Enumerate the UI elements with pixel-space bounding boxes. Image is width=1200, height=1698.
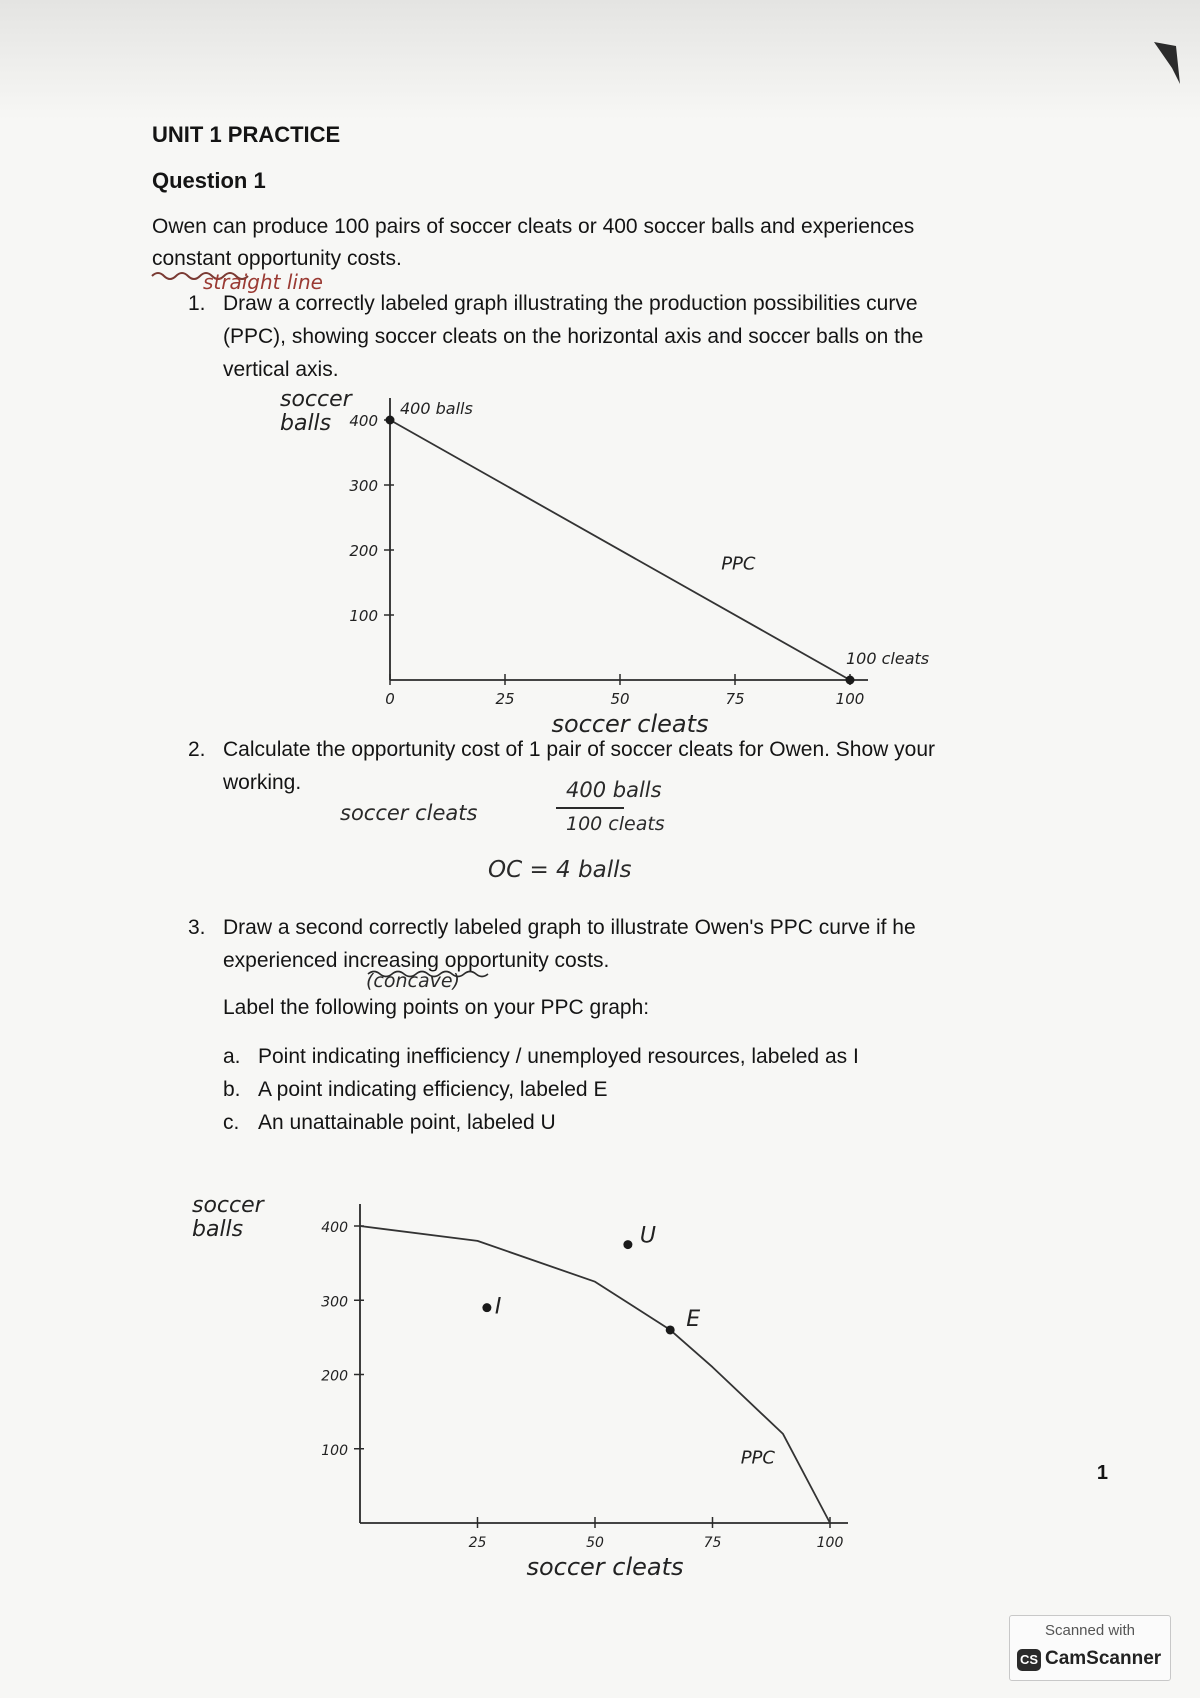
x-tick-label: 75	[703, 1535, 722, 1551]
x-tick-label: 50	[610, 690, 630, 708]
q3-item-marker-a: a.	[223, 1045, 241, 1068]
ppc-curve-label: PPC	[721, 553, 756, 575]
y-tick-label: 300	[349, 477, 378, 495]
corner-fold-mark	[1152, 38, 1182, 88]
q3-item-text-a: Point indicating inefficiency / unemployed resources, labeled as I	[258, 1045, 859, 1068]
data-point-label: 100 cleats	[846, 649, 930, 668]
q3-item-text-c: An unattainable point, labeled U	[258, 1111, 556, 1134]
ppc-curve-label: PPC	[740, 1447, 775, 1469]
fraction-bar	[556, 807, 624, 809]
q3-line-1: Draw a second correctly labeled graph to illustrate Owen's PPC curve if he	[223, 916, 916, 939]
x-tick-label: 0	[385, 690, 395, 708]
q2-work-label: soccer cleats	[340, 801, 478, 825]
q1-line-2: (PPC), showing soccer cleats on the horizontal axis and soccer balls on the	[223, 325, 924, 348]
x-axis-label: soccer cleats	[551, 710, 709, 738]
q2-work-result: OC = 4 balls	[488, 857, 632, 883]
x-axis-label: soccer cleats	[526, 1553, 684, 1581]
y-axis-label-line-1: soccer	[280, 387, 352, 412]
data-point	[482, 1303, 491, 1312]
q1-line-1: Draw a correctly labeled graph illustrating the production possibilities curve	[223, 292, 918, 315]
ppc-chart-constant	[270, 380, 990, 738]
y-axis-label-line-1: soccer	[192, 1193, 264, 1218]
scan-shadow	[0, 0, 1200, 120]
data-point-label: 400 balls	[400, 399, 473, 418]
scanner-badge	[1009, 1615, 1171, 1681]
camscanner-logo-icon: CS	[1017, 1649, 1041, 1671]
q3-item-text-b: A point indicating efficiency, labeled E	[258, 1078, 608, 1101]
y-tick-label: 400	[349, 412, 378, 430]
data-point	[846, 676, 855, 685]
q2-line-1: Calculate the opportunity cost of 1 pair of soccer cleats for Owen. Show your	[223, 738, 936, 761]
x-tick-label: 25	[495, 690, 515, 708]
x-tick-label: 100	[816, 1535, 844, 1551]
question-title: Question 1	[152, 168, 266, 193]
q3-line-2: experienced increasing opportunity costs.	[223, 949, 610, 972]
y-tick-label: 200	[321, 1368, 348, 1385]
q2-number: 2.	[188, 738, 206, 761]
badge-caption: Scanned with	[1044, 1622, 1136, 1639]
q3-instruction: Label the following points on your PPC graph:	[223, 996, 650, 1019]
y-tick-label: 400	[321, 1220, 348, 1236]
y-axis-label-line-2: balls	[280, 411, 332, 436]
data-point	[623, 1240, 632, 1249]
y-tick-label: 200	[349, 542, 378, 560]
q1-number: 1.	[188, 292, 206, 315]
badge-brand: CamScanner	[1045, 1648, 1162, 1669]
q3-annotation: (concave)	[366, 970, 460, 992]
ppc-curve	[360, 1223, 830, 1523]
y-axis-label-line-2: balls	[192, 1217, 244, 1242]
unit-heading: UNIT 1 PRACTICE	[152, 122, 341, 147]
q2-work-numerator: 400 balls	[566, 778, 662, 802]
q1-line-3: vertical axis.	[223, 358, 339, 381]
data-point-label: U	[639, 1223, 657, 1249]
page-number: 1	[1096, 1462, 1108, 1484]
q2-work-denominator: 100 cleats	[566, 813, 665, 835]
data-point-label: E	[686, 1306, 701, 1332]
q3-item-marker-c: c.	[223, 1111, 240, 1134]
q3-item-marker-b: b.	[223, 1078, 241, 1101]
x-tick-label: 50	[586, 1535, 604, 1551]
data-point-label: I	[494, 1294, 502, 1320]
y-tick-label: 100	[349, 607, 378, 625]
data-point	[666, 1325, 675, 1334]
q3-number: 3.	[188, 916, 206, 939]
data-point	[386, 416, 395, 425]
q1-annotation: straight line	[203, 270, 323, 294]
ppc-curve	[390, 420, 850, 680]
intro-line-1: Owen can produce 100 pairs of soccer cleats or 400 soccer balls and experiences	[152, 215, 915, 238]
intro-line-2: constant opportunity costs.	[152, 247, 402, 270]
ppc-chart-increasing	[180, 1140, 940, 1581]
y-tick-label: 100	[321, 1442, 348, 1459]
y-tick-label: 300	[321, 1294, 348, 1311]
x-tick-label: 25	[468, 1535, 487, 1551]
x-tick-label: 100	[835, 690, 865, 708]
q2-line-2: working.	[223, 771, 302, 794]
x-tick-label: 75	[725, 690, 745, 708]
